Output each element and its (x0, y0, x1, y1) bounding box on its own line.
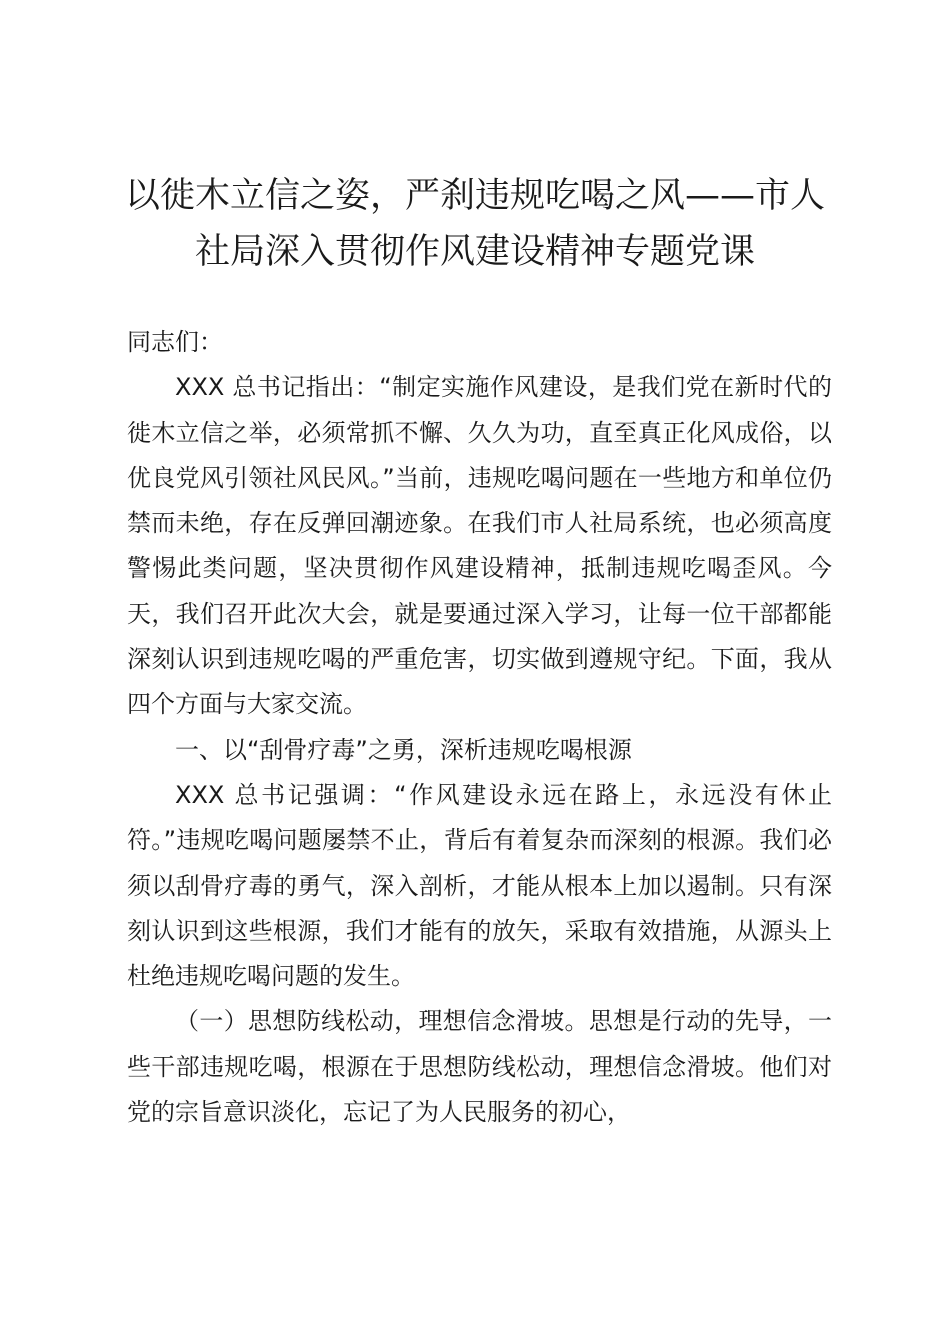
salutation: 同志们： (127, 328, 223, 356)
paragraph-section-1: XXX 总书记强调：“作风建设永远在路上，永远没有休止符。”违规吃喝问题屡禁不止，背后有着复杂而深刻的根源。我们必须以刮骨疗毒的勇气，深入剖析，才能从根本上加以遏制。只有深刻认识到这些根源，我们才能有的放矢，采取有效措施，从源头上杜绝违规吃喝问题的发生。 (127, 780, 832, 991)
title-line-2: 社局深入贯彻作风建设精神专题党课 (194, 232, 755, 272)
paragraph-intro: XXX 总书记指出：“制定实施作风建设，是我们党在新时代的徙木立信之举，必须常抓不懈、久久为功，直至真正化风成俗，以优良党风引领社风民风。”当前，违规吃喝问题在一些地方和单位仍禁而未绝，存在反弹回潮迹象。在我们市人社局系统，也必须高度警惕此类问题，坚决贯彻作风建设精神，抵制违规吃喝歪风。今天，我们召开此次大会，就是要通过深入学习，让每一位干部都能深刻认识到违规吃喝的严重危害，切实做到遵规守纪。下面，我从四个方面与大家交流。 (127, 373, 832, 719)
document-title (110, 168, 840, 280)
title-line-1: 以徙木立信之姿，严刹违规吃喝之风——市人 (124, 176, 825, 216)
document-body (127, 320, 832, 1135)
paragraph-subsection-1: （一）思想防线松动，理想信念滑坡。思想是行动的先导，一些干部违规吃喝，根源在于思想防线松动，理想信念滑坡。他们对党的宗旨意识淡化，忘记了为人民服务的初心， (127, 1007, 832, 1127)
section-heading-1: 一、以“刮骨疗毒”之勇，深析违规吃喝根源 (175, 735, 632, 764)
